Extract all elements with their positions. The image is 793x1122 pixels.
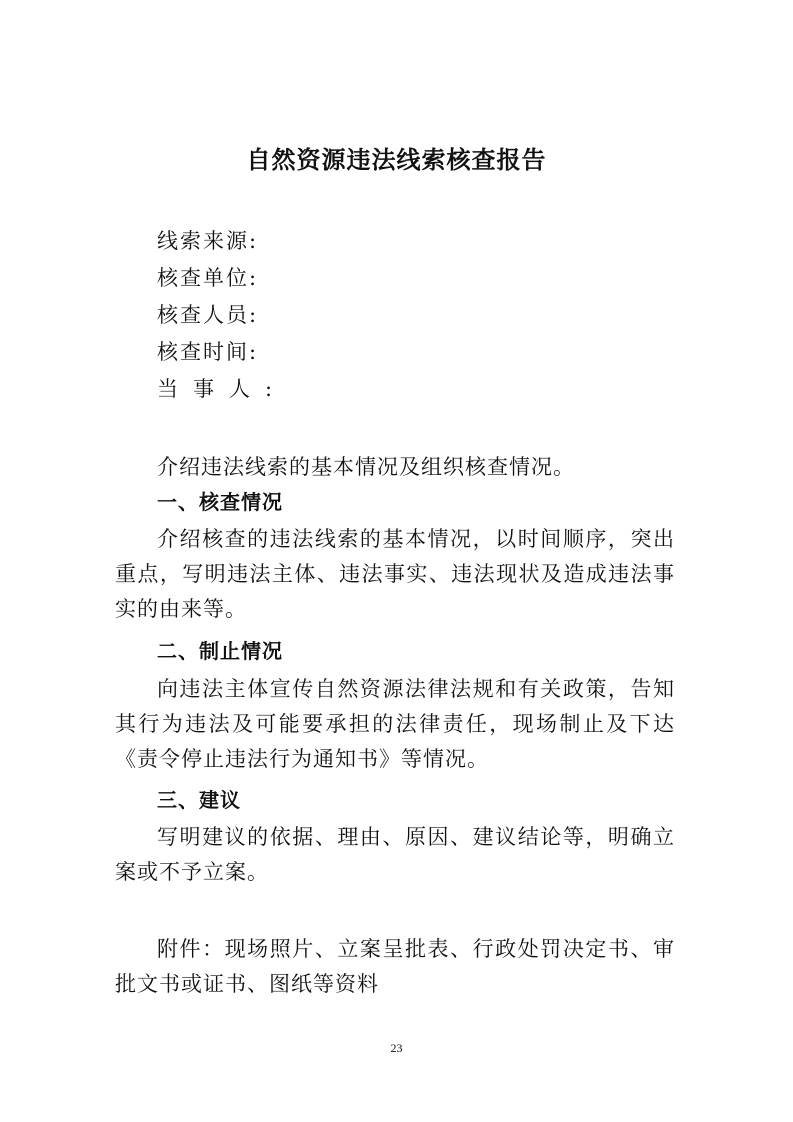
field-clue-source (157, 226, 258, 256)
field-inspection-staff (157, 300, 258, 330)
section-body-suggestion: 写明建议的依据、理由、原因、建议结论等，明确立案或不予立案。 (115, 825, 675, 884)
field-inspection-unit (157, 263, 258, 293)
field-inspection-time (157, 337, 258, 367)
field-party (157, 374, 287, 404)
field-label-inspection-time: 核查时间: (157, 340, 259, 364)
section-heading-stop: 二、制止情况 (157, 639, 283, 663)
section-heading-suggestion: 三、建议 (157, 788, 241, 812)
field-label-inspection-staff: 核查人员: (157, 303, 259, 327)
attachment-paragraph: 附件：现场照片、立案呈批表、行政处罚决定书、审批文书或证书、图纸等资料 (115, 937, 675, 996)
section-body-inspection: 介绍核查的违法线索的基本情况，以时间顺序，突出重点，写明违法主体、违法事实、违法现状及造成违法事实的由来等。 (115, 527, 675, 621)
section-body-stop: 向违法主体宣传自然资源法律法规和有关政策，告知其行为违法及可能要承担的法律责任，现场制止及下达《责令停止违法行为通知书》等情况。 (115, 677, 675, 771)
field-label-clue-source: 线索来源: (157, 229, 259, 253)
field-label-party: 当事人: (157, 377, 288, 401)
page-number: 23 (390, 1041, 403, 1055)
intro-paragraph: 介绍违法线索的基本情况及组织核查情况。 (157, 455, 575, 479)
section-heading-inspection: 一、核查情况 (157, 490, 283, 514)
field-label-inspection-unit: 核查单位: (157, 266, 259, 290)
document-title: 自然资源违法线索核查报告 (246, 146, 547, 174)
